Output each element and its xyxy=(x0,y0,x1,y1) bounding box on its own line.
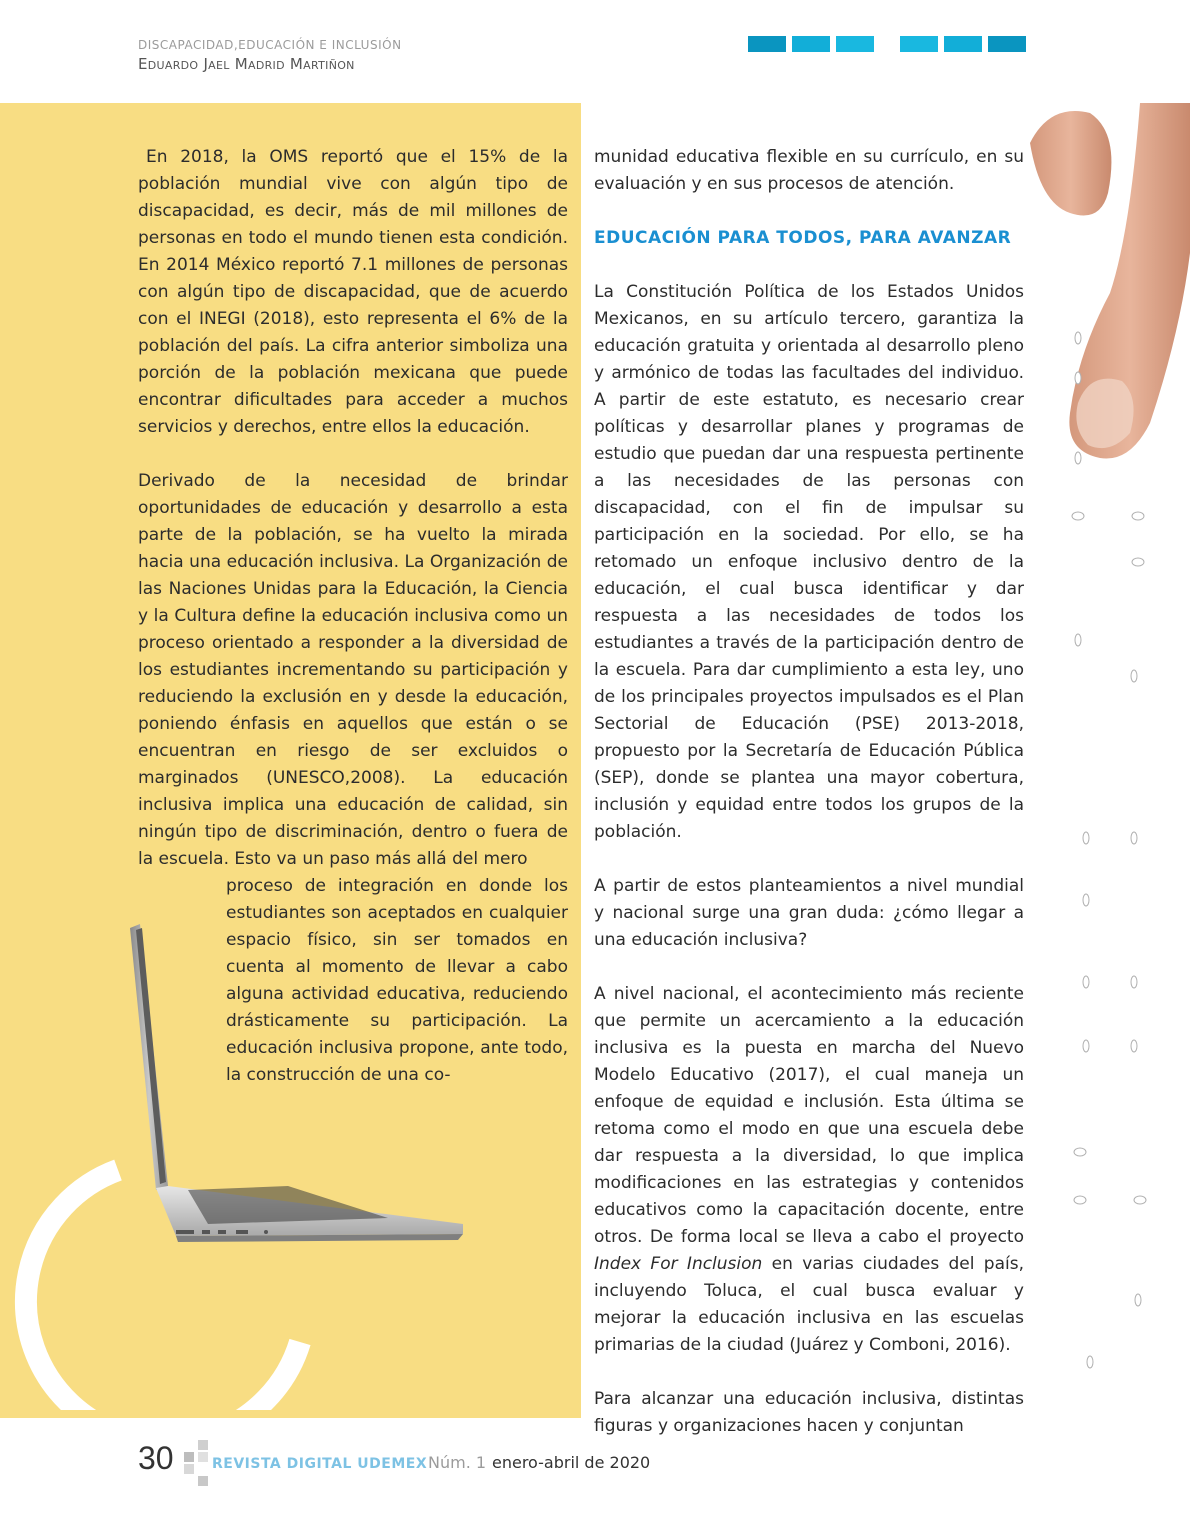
page-number: 30 xyxy=(138,1440,174,1476)
project-name-italic: Index For Inclusion xyxy=(594,1254,763,1274)
header-block xyxy=(900,36,938,52)
running-header-author: Eduardo Jael Madrid Martiñon xyxy=(138,55,355,73)
running-header-topic: DISCAPACIDAD,EDUCACIÓN E INCLUSIÓN xyxy=(138,38,402,52)
header-block xyxy=(836,36,874,52)
header-block xyxy=(748,36,786,52)
udemex-logo-icon xyxy=(184,1440,212,1496)
paragraph-community-continued: munidad educativa flexible en su currículo, en su evaluación y en sus procesos de atención. xyxy=(594,147,1024,194)
paragraph-inclusive-education: Derivado de la necesidad de brindar oportunidades de educación y desarrollo a esta parte de la población, se ha vuelto la mirada hacia una educación inclusiva. La Organización de las Naciones Unidas para la Educación, la Ciencia y la Cultura define la educación inclusiva como un proceso orientado a responder a la diversidad de los estudiantes incrementando su participación y reduciendo la exclusión en y desde la educación, poniendo énfasis en aquellos que están o se encuentran en riesgo de ser excluidos o marginados (UNESCO,2008). La educación inclusiva implica una educación de calidad, sin ningún tipo de discriminación, dentro o fuera de la escuela. Esto va un paso más allá del mero xyxy=(138,471,568,869)
paragraph-new-model xyxy=(594,981,1024,1359)
paragraph-question: A partir de estos planteamientos a nivel mundial y nacional surge una gran duda: ¿cómo llegar a una educación inclusiva? xyxy=(594,876,1024,950)
magazine-name: REVISTA DIGITAL UDEMEX xyxy=(212,1456,428,1472)
paragraph-integration-wrap: proceso de integración en donde los estudiantes son aceptados en cualquier espacio físico, sin ser tomados en cuenta al momento de llevar a cabo alguna actividad educativa, reduciendo drásticamente su participación. La educación inclusiva propone, ante todo, la construcción de una co- xyxy=(226,876,568,1085)
decorative-dots xyxy=(1060,320,1190,1400)
paragraph-constitution: La Constitución Política de los Estados Unidos Mexicanos, en su artículo tercero, garantiza la educación gratuita y orientada al desarrollo pleno y armónico de todas las facultades del individuo. A partir de este estatuto, es necesario crear políticas y desarrollar planes y programas de estudio que puedan dar una respuesta pertinente a las necesidades de las personas con discapacidad, con el fin de impulsar su participación en la sociedad. Por ello, se ha retomado un enfoque inclusivo dentro de la educación, el cual busca identificar y dar respuesta a las necesidades de todos los estudiantes a través de la participación dentro de la escuela. Para dar cumplimiento a esta ley, uno de los principales proyectos impulsados es el Plan Sectorial de Educación (PSE) 2013-2018, propuesto por la Secretaría de Educación Pública (SEP), donde se plantea una mayor cobertura, inclusión y equidad entre todos los grupos de la población. xyxy=(594,282,1024,842)
text-segment: A nivel nacional, el acontecimiento más reciente que permite un acercamiento a la educación inclusiva es la puesta en marcha del Nuevo Modelo Educativo (2017), el cual maneja un enfoque de equidad e inclusión. Esta última se retoma como el modo en que una escuela debe dar respuesta a la diversidad, lo que implica modificaciones en las estrategias y contenidos educativos como la capacitación docente, entre otros. De forma local se lleva a cabo el proyecto xyxy=(594,984,1024,1247)
header-color-blocks xyxy=(748,36,1028,52)
header-block xyxy=(792,36,830,52)
paragraph-oms-statistics: En 2018, la OMS reportó que el 15% de la población mundial vive con algún tipo de discapacidad, es decir, más de mil millones de personas en todo el mundo tienen esta condición. En 2014 México reportó 7.1 millones de personas con algún tipo de discapacidad, que de acuerdo con el INEGI (2018), esto representa el 6% de la población del país. La cifra anterior simboliza una porción de la población mexicana que puede encontrar dificultades para acceder a muchos servicios y derechos, entre ellos la educación. xyxy=(138,147,568,437)
header-block xyxy=(944,36,982,52)
header-block xyxy=(988,36,1026,52)
text-segment: en varias ciudades del país, incluyendo Toluca, el cual busca evaluar y mejorar la educación inclusiva en las escuelas primarias de la ciudad (Juárez y Comboni, 2016). xyxy=(594,1254,1025,1355)
right-text-column xyxy=(594,144,1024,1467)
issue-number: Núm. 1 xyxy=(428,1453,487,1472)
section-heading: EDUCACIÓN PARA TODOS, PARA AVANZAR xyxy=(594,228,1012,248)
paragraph-closing: Para alcanzar una educación inclusiva, distintas figuras y organizaciones hacen y conjuntan xyxy=(594,1389,1024,1436)
left-text-column xyxy=(138,144,568,1116)
issue-date: enero-abril de 2020 xyxy=(492,1453,651,1472)
